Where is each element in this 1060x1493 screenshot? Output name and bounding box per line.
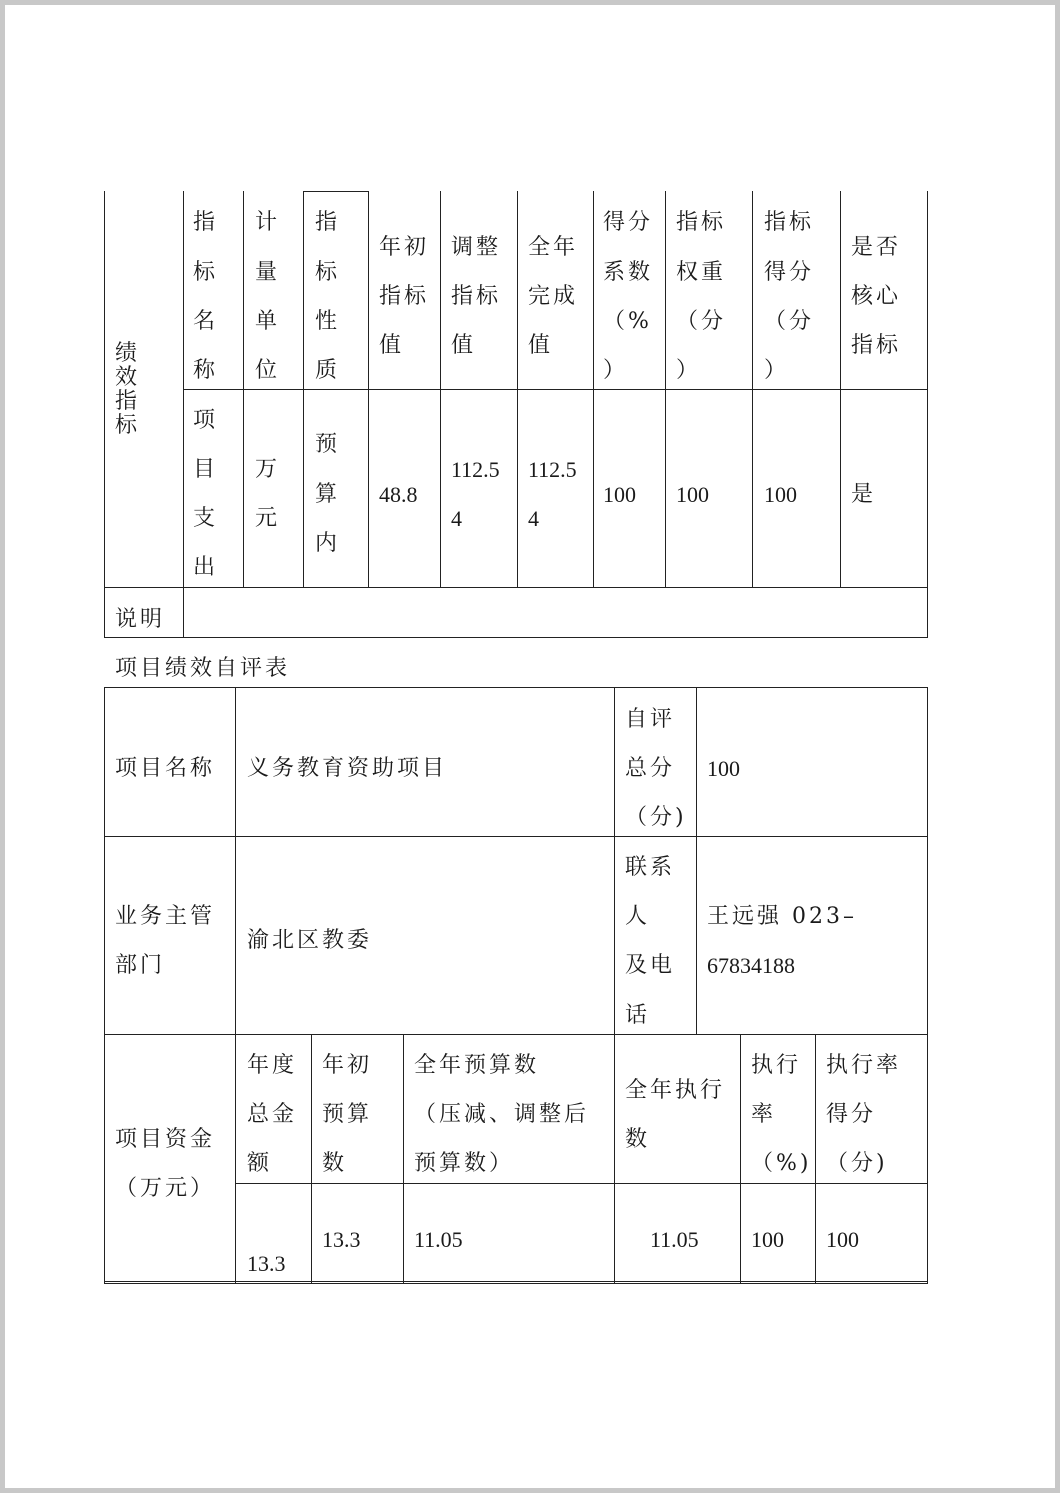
document-page: 绩效指标 指 标 名 称 计 量 单 位 指 标 性 质 年初 指标 值 调整 指标 值 全年 完成 值 得分 系数 （% ） 指标 权重 （分 ） 指标 得分 （分 ） 是否 核心 指标 项 目 支 出 万 元 预 算 内 48.8 112.5 4 112.5 4 100 100 100 是 说明 项目绩效自评表 项目名称 义务教育资助项目 自评 总分 （分) 100 业务主管 部门 渝北区教委 联系 人 及电 话 王远强 023– 67834188 项目资金 （万元） 年度 总金 额 年初 预算 数 全年预算数 （压减、调整后 预算数） 全年执行 数 执行 率 （%) 执行率 得分 （分) 13.3 13.3 11.05 11.05 100 100	[5, 5, 1055, 1488]
cell-indicator-weight: 100	[676, 482, 709, 507]
total-score-value: 100	[707, 756, 740, 781]
cell-initial-value: 48.8	[379, 482, 418, 507]
full-year-budget-value: 11.05	[414, 1227, 463, 1252]
performance-indicator-side-label: 绩效指标	[115, 341, 138, 438]
cell-core-indicator: 是	[851, 482, 877, 507]
full-year-execution-value: 11.05	[650, 1227, 699, 1252]
section-title: 项目绩效自评表	[115, 656, 291, 681]
cell-indicator-score: 100	[764, 482, 797, 507]
department-value: 渝北区教委	[247, 928, 373, 953]
project-name-label: 项目名称	[115, 756, 216, 781]
annual-total-value: 13.3	[247, 1251, 286, 1276]
cell-score-coefficient: 100	[603, 482, 636, 507]
project-name-value: 义务教育资助项目	[247, 756, 448, 781]
execution-rate-score-value: 100	[826, 1227, 859, 1252]
initial-budget-value: 13.3	[322, 1227, 361, 1252]
execution-rate-value: 100	[751, 1227, 784, 1252]
note-label: 说明	[115, 607, 166, 632]
